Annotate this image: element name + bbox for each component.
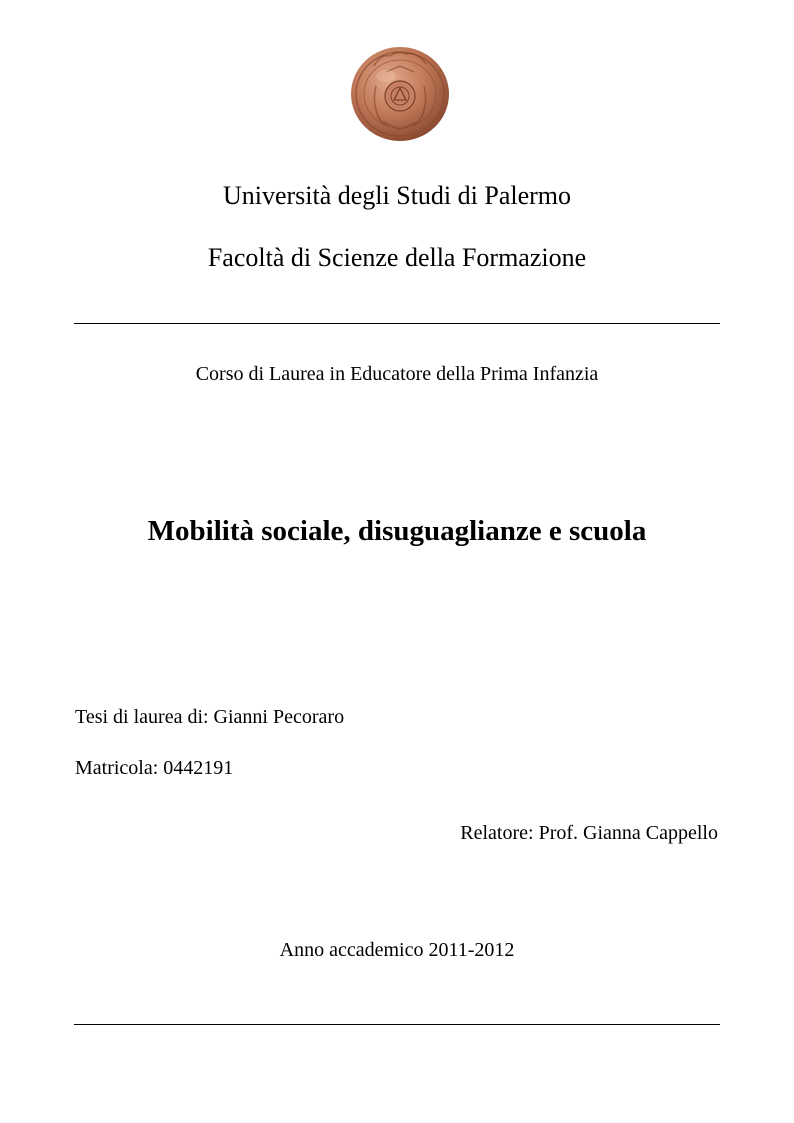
thesis-title: Mobilità sociale, disuguaglianze e scuola [147, 515, 647, 547]
bottom-divider [74, 1024, 720, 1025]
degree-course: Corso di Laurea in Educatore della Prima Infanzia [195, 363, 599, 385]
advisor-name: Relatore: Prof. Gianna Cappello [460, 822, 718, 844]
academic-year: Anno accademico 2011-2012 [279, 939, 515, 961]
faculty-name: Facoltà di Scienze della Formazione [207, 243, 587, 272]
university-seal-icon [350, 46, 450, 142]
student-name: Tesi di laurea di: Gianni Pecoraro [75, 706, 345, 728]
university-name: Università degli Studi di Palermo [222, 181, 572, 210]
top-divider [74, 323, 720, 324]
student-id: Matricola: 0442191 [75, 757, 234, 779]
